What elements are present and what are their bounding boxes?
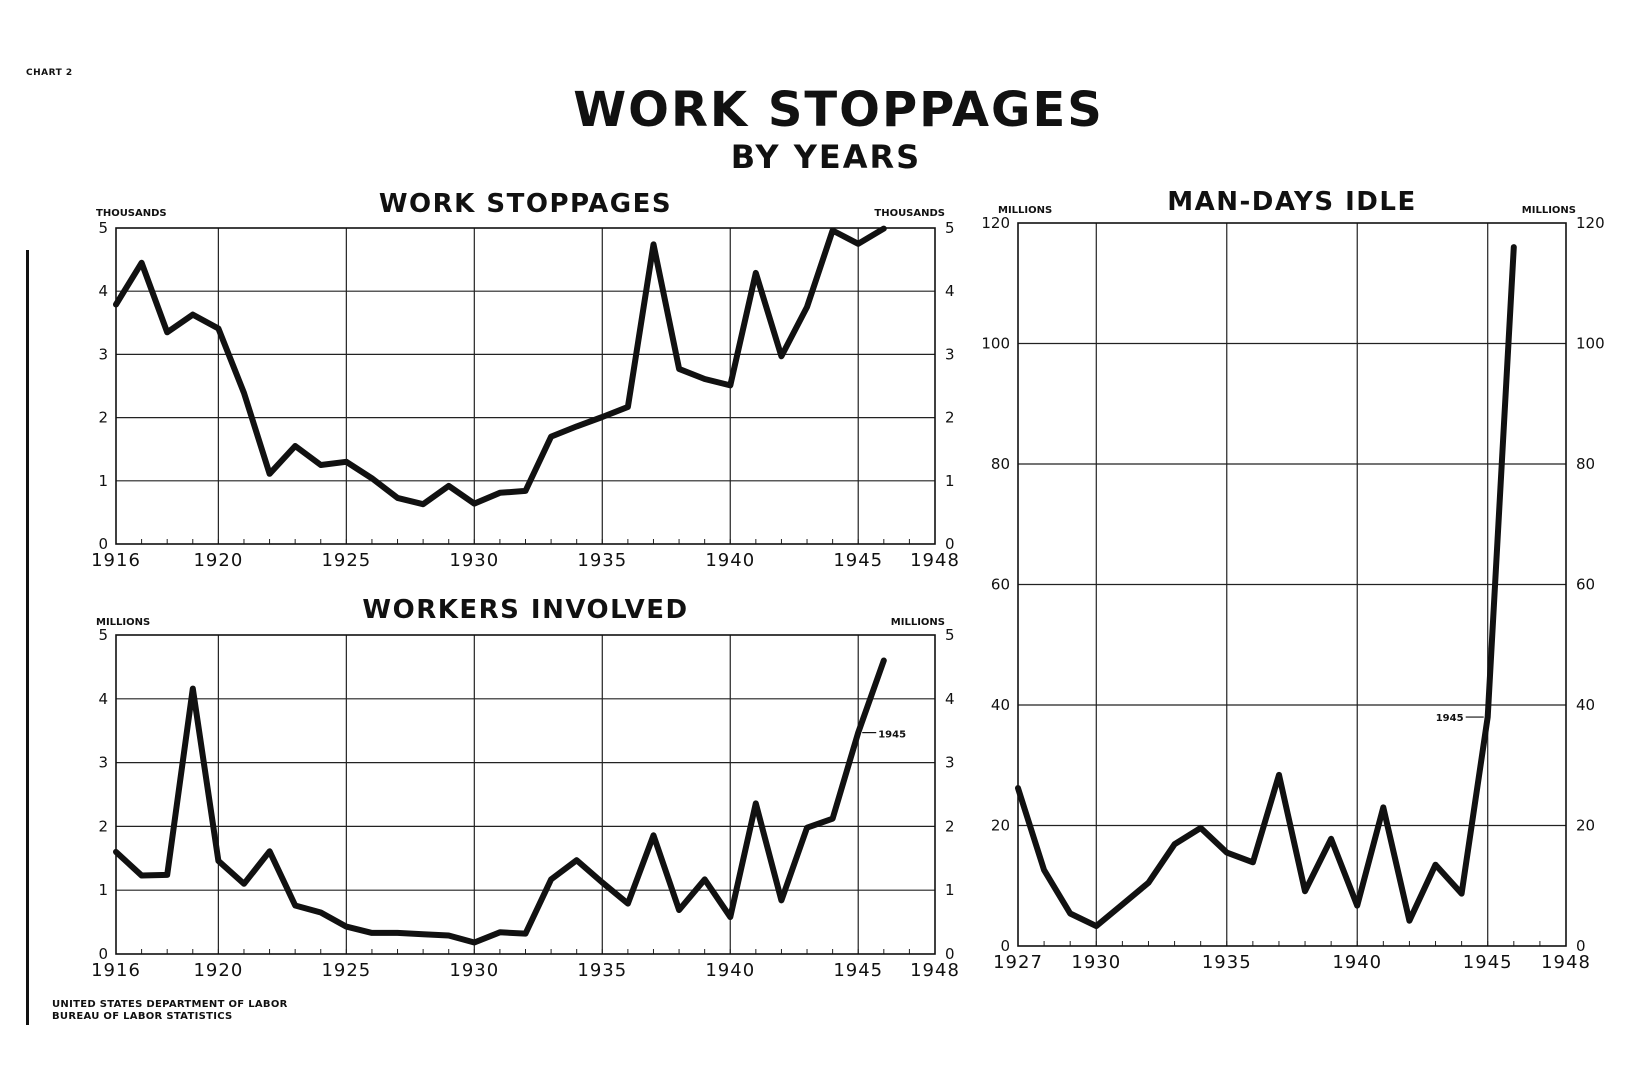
workers-series-line bbox=[116, 661, 884, 943]
chart-number-label: CHART 2 bbox=[26, 68, 73, 78]
workers-unit-right: MILLIONS bbox=[890, 617, 945, 628]
mandays-ytick-left-120: 120 bbox=[981, 214, 1010, 232]
stoppages-ytick-left-1: 1 bbox=[98, 471, 108, 490]
stoppages-xtick-1935: 1935 bbox=[577, 550, 628, 571]
mandays-ytick-right-100: 100 bbox=[1576, 334, 1605, 353]
mandays-ytick-left-60: 60 bbox=[990, 575, 1010, 594]
mandays-ytick-right-20: 20 bbox=[1576, 816, 1596, 835]
mandays-ytick-right-80: 80 bbox=[1576, 455, 1596, 473]
workers-ytick-right-1: 1 bbox=[945, 881, 955, 900]
mandays-panel-title: MAN-DAYS IDLE bbox=[1167, 187, 1417, 217]
stoppages-xtick-1945: 1945 bbox=[833, 550, 884, 571]
mandays-xtick-1948: 1948 bbox=[1541, 952, 1591, 973]
stoppages-ytick-left-4: 4 bbox=[98, 282, 108, 301]
stoppages-xtick-1916: 1916 bbox=[91, 550, 141, 571]
workers-xtick-1930: 1930 bbox=[449, 960, 500, 981]
workers-ytick-left-4: 4 bbox=[98, 689, 108, 708]
workers-unit-left: MILLIONS bbox=[96, 617, 151, 628]
workers-xtick-1920: 1920 bbox=[193, 960, 244, 981]
workers-xtick-1935: 1935 bbox=[577, 960, 628, 981]
mandays-xtick-1940: 1940 bbox=[1332, 952, 1383, 973]
stoppages-ytick-right-5: 5 bbox=[945, 219, 955, 237]
workers-xtick-1945: 1945 bbox=[833, 960, 884, 981]
mandays-series-line bbox=[1018, 247, 1514, 926]
workers-xtick-1940: 1940 bbox=[705, 960, 756, 981]
stoppages-ytick-left-5: 5 bbox=[98, 219, 108, 237]
workers-xtick-1925: 1925 bbox=[321, 960, 372, 981]
workers-ytick-right-2: 2 bbox=[945, 817, 955, 836]
workers-panel-title: WORKERS INVOLVED bbox=[362, 595, 689, 625]
workers-ytick-right-5: 5 bbox=[945, 626, 955, 644]
mandays-ytick-right-60: 60 bbox=[1576, 575, 1596, 594]
stoppages-ytick-right-0: 0 bbox=[945, 535, 955, 553]
workers-xtick-1948: 1948 bbox=[910, 960, 960, 981]
stoppages-xtick-1920: 1920 bbox=[193, 550, 244, 571]
source-line-1: UNITED STATES DEPARTMENT OF LABOR bbox=[52, 999, 288, 1010]
stoppages-unit-right: THOUSANDS bbox=[874, 208, 945, 219]
workers-ytick-left-5: 5 bbox=[98, 626, 108, 644]
stoppages-ytick-right-2: 2 bbox=[945, 408, 955, 427]
workers-ytick-right-0: 0 bbox=[945, 945, 955, 963]
mandays-unit-right: MILLIONS bbox=[1521, 205, 1576, 216]
workers-xtick-1916: 1916 bbox=[91, 960, 141, 981]
workers-ytick-left-3: 3 bbox=[98, 753, 108, 772]
page-subtitle: BY YEARS bbox=[730, 138, 922, 176]
stoppages-ytick-left-0: 0 bbox=[98, 535, 108, 553]
stoppages-ytick-right-4: 4 bbox=[945, 282, 955, 301]
stoppages-xtick-1925: 1925 bbox=[321, 550, 372, 571]
page-title: WORK STOPPAGES bbox=[573, 82, 1104, 138]
source-line-2: BUREAU OF LABOR STATISTICS bbox=[52, 1011, 233, 1022]
stoppages-xtick-1930: 1930 bbox=[449, 550, 500, 571]
mandays-ytick-right-0: 0 bbox=[1576, 937, 1586, 955]
mandays-ytick-left-40: 40 bbox=[990, 696, 1010, 714]
mandays-ytick-left-100: 100 bbox=[981, 334, 1010, 353]
source-note bbox=[52, 999, 288, 1023]
workers-ytick-left-1: 1 bbox=[98, 881, 108, 900]
stoppages-series-line bbox=[116, 229, 884, 505]
stoppages-ytick-right-1: 1 bbox=[945, 471, 955, 490]
mandays-ytick-right-40: 40 bbox=[1576, 696, 1596, 714]
workers-plot-frame bbox=[116, 635, 935, 954]
mandays-annotation-label: 1945 bbox=[1435, 713, 1464, 725]
mandays-ytick-left-0: 0 bbox=[1000, 937, 1010, 955]
stoppages-panel-title: WORK STOPPAGES bbox=[378, 189, 673, 219]
mandays-ytick-left-20: 20 bbox=[990, 816, 1010, 835]
workers-ytick-left-2: 2 bbox=[98, 817, 108, 836]
workers-ytick-left-0: 0 bbox=[98, 945, 108, 963]
workers-annotation-label: 1945 bbox=[878, 729, 907, 741]
mandays-unit-left: MILLIONS bbox=[998, 205, 1053, 216]
mandays-xtick-1930: 1930 bbox=[1071, 952, 1122, 973]
mandays-ytick-left-80: 80 bbox=[990, 455, 1010, 473]
mandays-xtick-1935: 1935 bbox=[1201, 952, 1252, 973]
mandays-ytick-right-120: 120 bbox=[1576, 214, 1605, 232]
stoppages-unit-left: THOUSANDS bbox=[96, 208, 167, 219]
workers-ytick-right-3: 3 bbox=[945, 753, 955, 772]
workers-ytick-right-4: 4 bbox=[945, 689, 955, 708]
stoppages-xtick-1948: 1948 bbox=[910, 550, 960, 571]
stoppages-ytick-right-3: 3 bbox=[945, 345, 955, 364]
mandays-xtick-1945: 1945 bbox=[1462, 952, 1513, 973]
mandays-xtick-1927: 1927 bbox=[993, 952, 1043, 973]
stoppages-ytick-left-2: 2 bbox=[98, 408, 108, 427]
stoppages-ytick-left-3: 3 bbox=[98, 345, 108, 364]
stoppages-xtick-1940: 1940 bbox=[705, 550, 756, 571]
